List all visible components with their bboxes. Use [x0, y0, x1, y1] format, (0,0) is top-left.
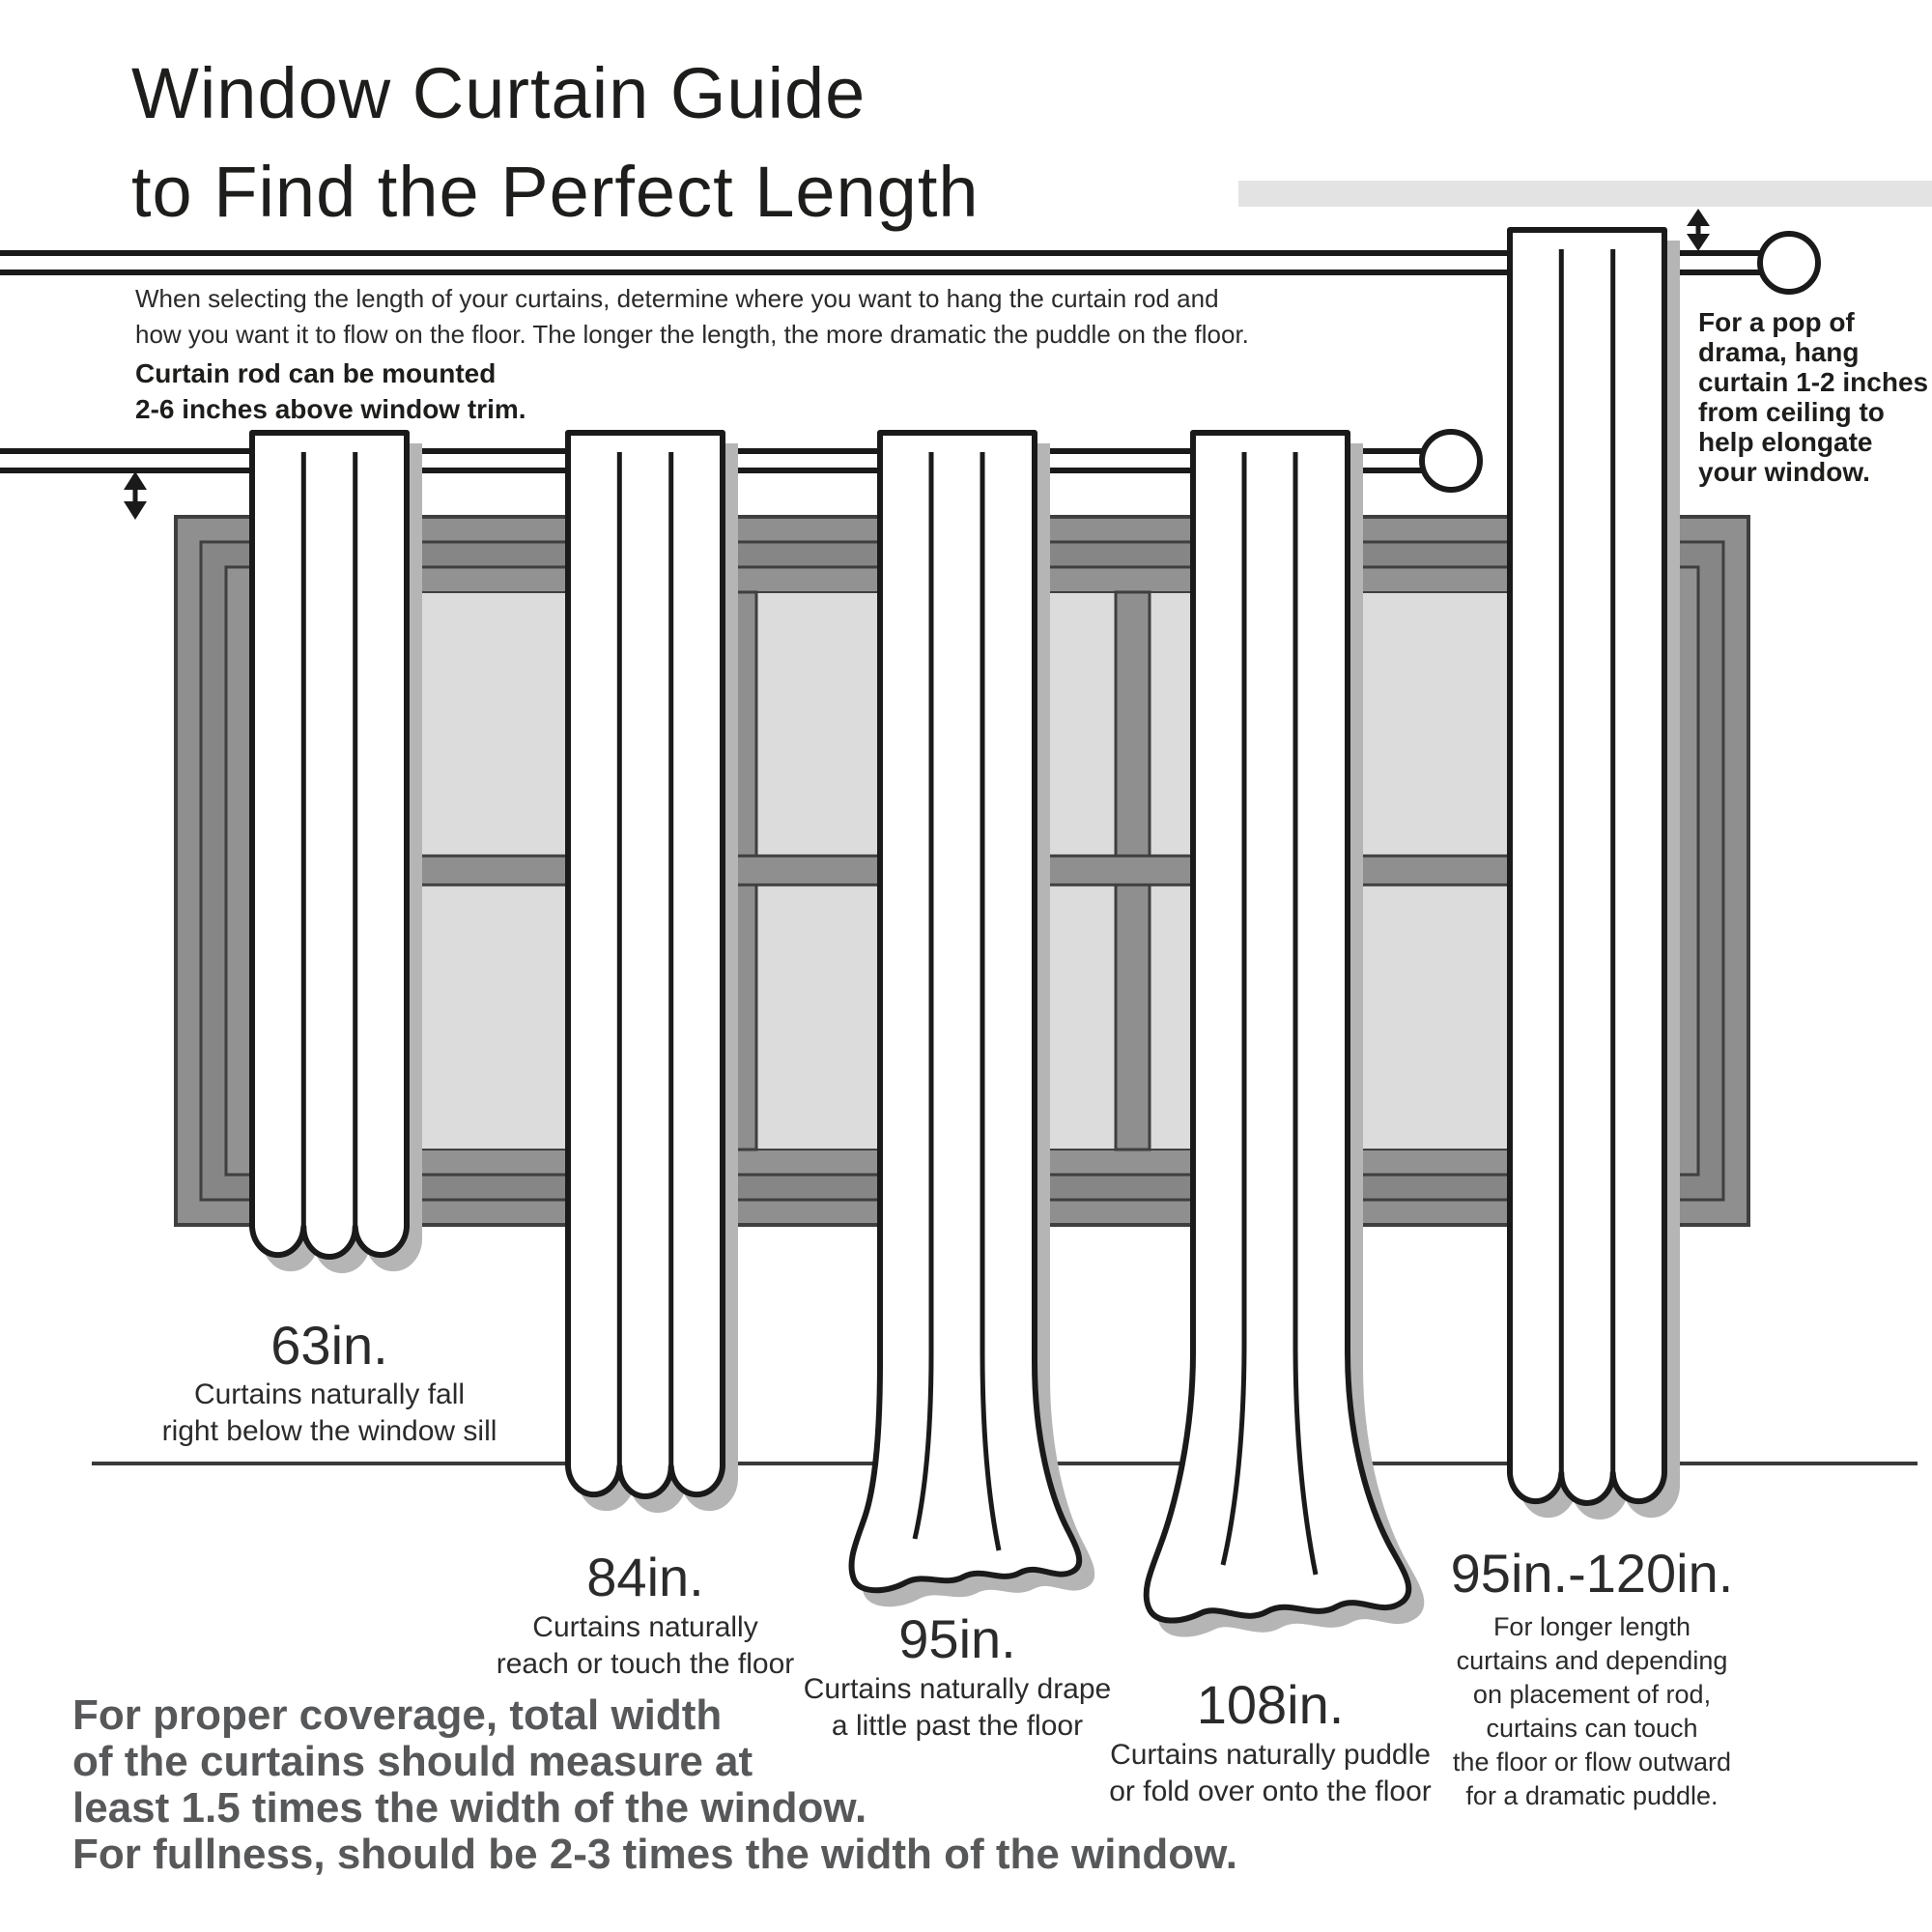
- curtain-length-value: 95in.-120in.: [1450, 1543, 1734, 1604]
- intro-line2: how you want it to flow on the floor. The longer the length, the more dramatic the puddle on the floor.: [135, 320, 1249, 349]
- curtain-description-line: right below the window sill: [161, 1415, 497, 1447]
- curtain-description-line: curtains and depending: [1456, 1646, 1728, 1675]
- lower-rod-finial: [1422, 432, 1480, 490]
- page-title-line2: to Find the Perfect Length: [131, 152, 980, 232]
- coverage-note-line: least 1.5 times the width of the window.: [72, 1784, 867, 1832]
- coverage-note-line: For fullness, should be 2-3 times the width of the window.: [72, 1831, 1237, 1878]
- curtain-description-line: Curtains naturally fall: [193, 1378, 466, 1410]
- intro-line1: When selecting the length of your curtains, determine where you want to hang the curtain rod and: [135, 284, 1219, 313]
- ceiling-note-line: help elongate: [1698, 427, 1873, 457]
- curtain-description-line: Curtains naturally: [532, 1611, 758, 1643]
- curtain-description-line: for a dramatic puddle.: [1465, 1781, 1719, 1810]
- label-95-120in: [1451, 1543, 1734, 1810]
- coverage-note-line: For proper coverage, total width: [72, 1691, 723, 1739]
- curtain-body: [568, 433, 723, 1496]
- label-84in: [497, 1547, 795, 1680]
- curtain-description-line: curtains can touch: [1486, 1714, 1698, 1743]
- rod-note-line2: 2-6 inches above window trim.: [135, 394, 526, 424]
- curtain-description-line: the floor or flow outward: [1452, 1747, 1732, 1776]
- curtain-body: [252, 433, 407, 1257]
- curtain-description-line: Curtains naturally drape: [803, 1673, 1112, 1705]
- label-63in: [162, 1315, 497, 1447]
- curtain-84in: [568, 433, 735, 1510]
- coverage-note-line: of the curtains should measure at: [72, 1738, 753, 1785]
- ceiling-note-line: drama, hang: [1698, 337, 1860, 367]
- ceiling-gap-double-arrow-icon: [1687, 209, 1710, 251]
- curtain-95-120in: [1510, 230, 1677, 1517]
- curtain-description-line: on placement of rod,: [1472, 1680, 1712, 1709]
- ceiling-note-line: your window.: [1698, 457, 1870, 487]
- rod-height-double-arrow-icon: [124, 471, 147, 520]
- ceiling-bar: [1238, 181, 1932, 207]
- curtain-length-value: 63in.: [270, 1315, 388, 1376]
- rod-note-line1: Curtain rod can be mounted: [135, 358, 497, 388]
- page-title-line1: Window Curtain Guide: [131, 53, 867, 133]
- label-95in: [804, 1608, 1112, 1742]
- curtain-length-value: 95in.: [898, 1608, 1016, 1669]
- curtain-length-value: 108in.: [1196, 1674, 1345, 1735]
- curtain-description-line: a little past the floor: [831, 1710, 1084, 1742]
- curtain-body: [1510, 230, 1664, 1503]
- curtain-description-line: or fold over onto the floor: [1109, 1776, 1432, 1807]
- curtain-description-line: For longer length: [1492, 1612, 1691, 1641]
- curtain-description-line: reach or touch the floor: [496, 1648, 795, 1680]
- label-108in: [1109, 1674, 1432, 1807]
- ceiling-note-line: For a pop of: [1698, 307, 1855, 337]
- curtain-63in: [252, 433, 419, 1270]
- ceiling-note-line: curtain 1-2 inches: [1698, 367, 1929, 397]
- curtain-length-value: 84in.: [586, 1547, 704, 1607]
- upper-rod-finial: [1760, 234, 1818, 292]
- curtain-description-line: Curtains naturally puddle: [1110, 1739, 1431, 1771]
- ceiling-note: [1698, 307, 1928, 487]
- ceiling-note-line: from ceiling to: [1698, 397, 1885, 427]
